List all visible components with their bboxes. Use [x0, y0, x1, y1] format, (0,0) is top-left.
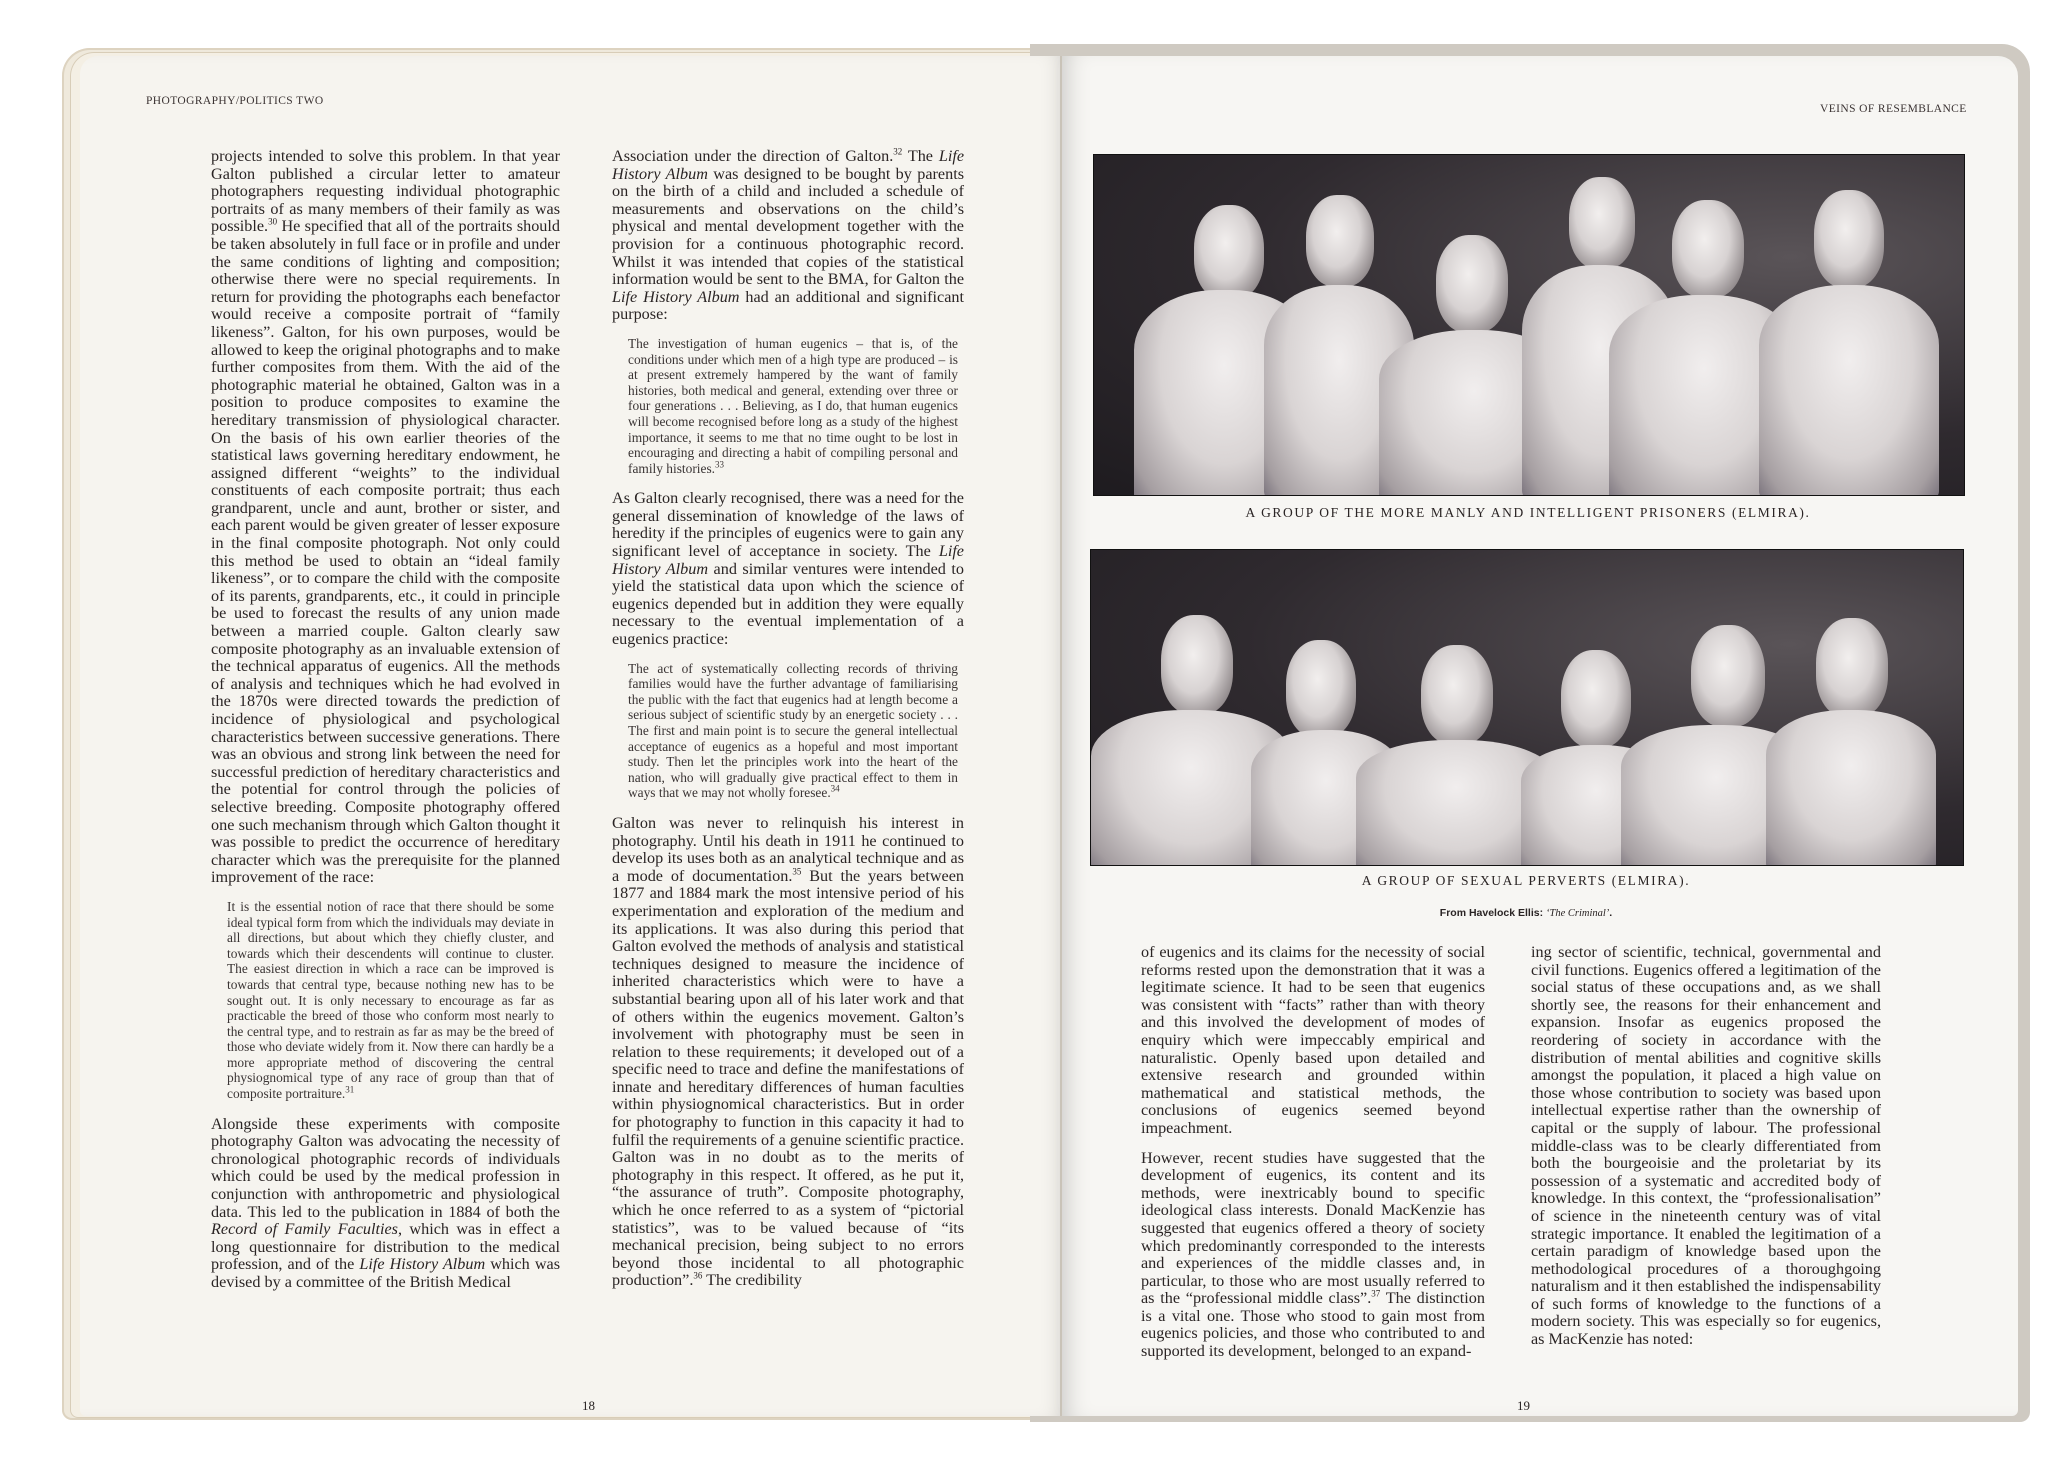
footnote-ref: 33	[715, 459, 725, 470]
footnote-ref: 37	[1371, 1288, 1381, 1299]
block-quote: The act of systematically collecting records of thriving families would have the further advantage of familiarising the public with the fact that eugenics had at length become a serious subject of scientific study by an energetic society . . . The first and main point is to secure the general intellectual acceptance of eugenics as a hopeful and most important study. Then let the principles work into the heart of the nation, who will gradually give practical effect to them in ways that we may not wholly foresee.$^{34}$	[628, 660, 958, 801]
paragraph: ing sector of scientific, technical, governmental and civil functions. Eugenics offered a legitimation of the social status of these occupations and, as we shall shortly see, the reasons for their enhancement and expansion. Insofar as eugenics proposed the reordering of society in accordance with the distribution of mental abilities and cognitive skills amongst the population, it placed a high value on those whose contribution to society was based upon intellectual expertise rather than the ownership of capital or the supply of labour. The professional middle-class was to be clearly differentiated from both the bourgeoisie and the proletariat by its possession of a systematic and accredited body of knowledge. In this context, the “professionalisation” of science in the nineteenth century was of vital strategic importance. It enabled the legitimation of a certain paradigm of knowledge based upon the methodological procedures of a thoroughgoing naturalism and it then established the indispensability of such forms of knowledge to the functions of a modern society. This was especially so for eugenics, as MacKenzie has noted:	[1531, 943, 1881, 1349]
block-quote: It is the essential notion of race that there should be some ideal typical form from which the individuals may deviate in all directions, but about which they chiefly cluster, and towards which their descendents will continue to cluster. The easiest direction in which a race can be improved is towards that central type, because nothing new has to be sought out. It is only necessary to encourage as far as practicable the breed of those who conform most nearly to the central type, and to restrain as far as may be the breed of those who deviate widely from it. Now there can hardly be a more appropriate method of discovering the central physiognomical type of any race of group than that of composite portraiture.$^{31}$	[227, 898, 554, 1102]
right-page-column-1	[1141, 944, 1485, 1373]
running-head-right: VEINS OF RESEMBLANCE	[1820, 103, 1967, 115]
figure-caption-1: A GROUP OF THE MORE MANLY AND INTELLIGENT PRISONERS (ELMIRA).	[1245, 505, 1811, 520]
paragraph: Alongside these experiments with composite photography Galton was advocating the necessity of chronological photographic records of individuals which could be used by the medical profession in conjunction with anthropometric and physiological data. This led to the publication in 1884 of both the Record of Family Faculties, which was in effect a long questionnaire for distribution to the medical profession, and of the Life History Album which was devised by a committee of the British Medical	[211, 1114, 560, 1291]
footnote-ref: 32	[893, 146, 903, 157]
paragraph: of eugenics and its claims for the necessity of social reforms rested upon the demonstration that it was a legitimate science. It had to be seen that eugenics was consistent with “facts” rather than with theory and this involved the development of modes of enquiry which were impeccably empirical and naturalistic. Openly based upon detailed and extensive research and grounded within mathematical and statistical methods, the conclusions of eugenics seemed beyond impeachment.	[1141, 943, 1485, 1137]
paragraph: Association under the direction of Galton.$^{32}$ The Life History Album was designed to be bought by parents on the birth of a child and included a schedule of measurements and observations on the child’s physical and mental development together with the provision for a continuous photographic record. Whilst it was intended that copies of the statistical information would be sent to the BMA, for Galton the Life History Album had an additional and significant purpose:	[612, 146, 965, 324]
footnote-ref: 34	[830, 783, 840, 794]
left-page-column-1	[211, 148, 560, 1304]
block-quote: The investigation of human eugenics – that is, of the conditions under which men of a high type are produced – is at present extremely hampered by the want of family histories, both medical and general, extending over three or four generations . . . Believing, as I do, that human eugenics will become recognised before long as a study of the highest importance, it seems to me that no time ought to be lost in encouraging and directing a habit of compiling personal and family histories.$^{33}$	[628, 335, 958, 476]
person-figure	[1754, 155, 1944, 495]
figure-caption-2: A GROUP OF SEXUAL PERVERTS (ELMIRA).	[1361, 873, 1691, 888]
paragraph: projects intended to solve this problem. In that year Galton published a circular letter to amateur photographers requesting individual photographic portraits of as many members of their family as was possible.$^{30}$ He specified that all of the portraits should be taken absolutely in full face or in profile and under the same conditions of lighting and composition; otherwise there were no special requirements. In return for providing the photographs each benefactor would receive a composite portrait of “family likeness”. Galton, for his own purposes, would be allowed to keep the original photographs and to make further composites from them. With the aid of the photographic material he obtained, Galton was in a position to produce composites to examine the hereditary transmission of physiological character. On the basis of his own earlier theories of the statistical laws governing hereditary endowment, he assigned different “weights” to the individual constituents of each composite portrait; thus each grandparent, uncle and aunt, brother or sister, and each parent would be given greater of lesser exposure in the final composite photograph. Not only could this method be used to obtain an “ideal family likeness”, or to compare the child with the composite of its parents, grandparents, etc., it could in principle be used to forecast the results of any union made between a married couple. Galton clearly saw composite photography as an invaluable extension of the technical apparatus of eugenics. All the methods of analysis and techniques which he had evolved in the 1870s were directed towards the prediction of incidence of physiological and psychological characteristics between successive generations. There was an obvious and strong link between the need for successful prediction of hereditary characteristics and the potential for control through the policies of selective breeding. Composite photography offered one such mechanism through which Galton thought it was possible to predict the occurrence of hereditary character which was the prerequisite for the planned improvement of the race:	[211, 147, 560, 887]
person-figure	[1761, 550, 1941, 865]
right-page-column-2	[1531, 944, 1881, 1361]
running-head-left: PHOTOGRAPHY/POLITICS TWO	[146, 95, 324, 107]
footnote-ref: 30	[268, 216, 278, 227]
paragraph: Galton was never to relinquish his interest in photography. Until his death in 1911 he continued to develop its uses both as an analytical technique and as a mode of documentation.$^{35}$ But the years between 1877 and 1884 mark the most intensive period of his experimentation and exploration of the medium and its applications. It was also during this period that Galton evolved the methods of analysis and statistical techniques designed to measure the incidence of inherited characteristics which were to have a substantial bearing upon all of his later work and that of others within the eugenics movement. Galton’s involvement with photography must be seen in relation to these requirements; it developed out of a specific need to trace and define the manifestations of innate and hereditary differences of human faculties within physiognomical characteristics. But in order for photography to function in this capacity it had to fulfil the requirements of a genuine scientific practice. Galton was in no doubt as to the merits of photography in this respect. It offered, as he put it, “the assurance of truth”. Composite photography, which he once referred to as a system of “pictorial statistics”, was to be valued because of “its mechanical precision, being subject to no errors beyond those incidental to all photographic production”.$^{36}$ The credibility	[612, 813, 965, 1290]
page-number-left: 18	[582, 1398, 595, 1413]
footnote-ref: 31	[345, 1084, 355, 1095]
paragraph: As Galton clearly recognised, there was a need for the general dissemination of knowledge of the laws of heredity if the principles of eugenics were to gain any significant level of acceptance in society. The Life History Album and similar ventures were intended to yield the statistical data upon which the science of eugenics depended but in addition they were equally necessary to the eventual implementation of a eugenics practice:	[612, 489, 964, 649]
photo-second-group	[1090, 549, 1964, 866]
footnote-ref: 35	[792, 866, 802, 877]
figure-credit: From Havelock Ellis: ‘The Criminal’.	[1439, 907, 1613, 919]
left-page-column-2	[612, 148, 964, 1302]
paragraph: However, recent studies have suggested that the development of eugenics, its content and its methods, were inextricably bound to specific ideological class interests. Donald MacKenzie has suggested that eugenics offered a theory of society which predominantly corresponded to the interests and experiences of the middle classes and, in particular, to those who are most usually referred to as the “professional middle class”.$^{37}$ The distinction is a vital one. Those who stood to gain most from eugenics policies, and those who contributed to and supported its development, belonged to an expand-	[1141, 1148, 1485, 1361]
footnote-ref: 36	[693, 1271, 703, 1282]
page-number-right: 19	[1517, 1398, 1530, 1413]
photo-prisoners-group	[1093, 154, 1965, 496]
